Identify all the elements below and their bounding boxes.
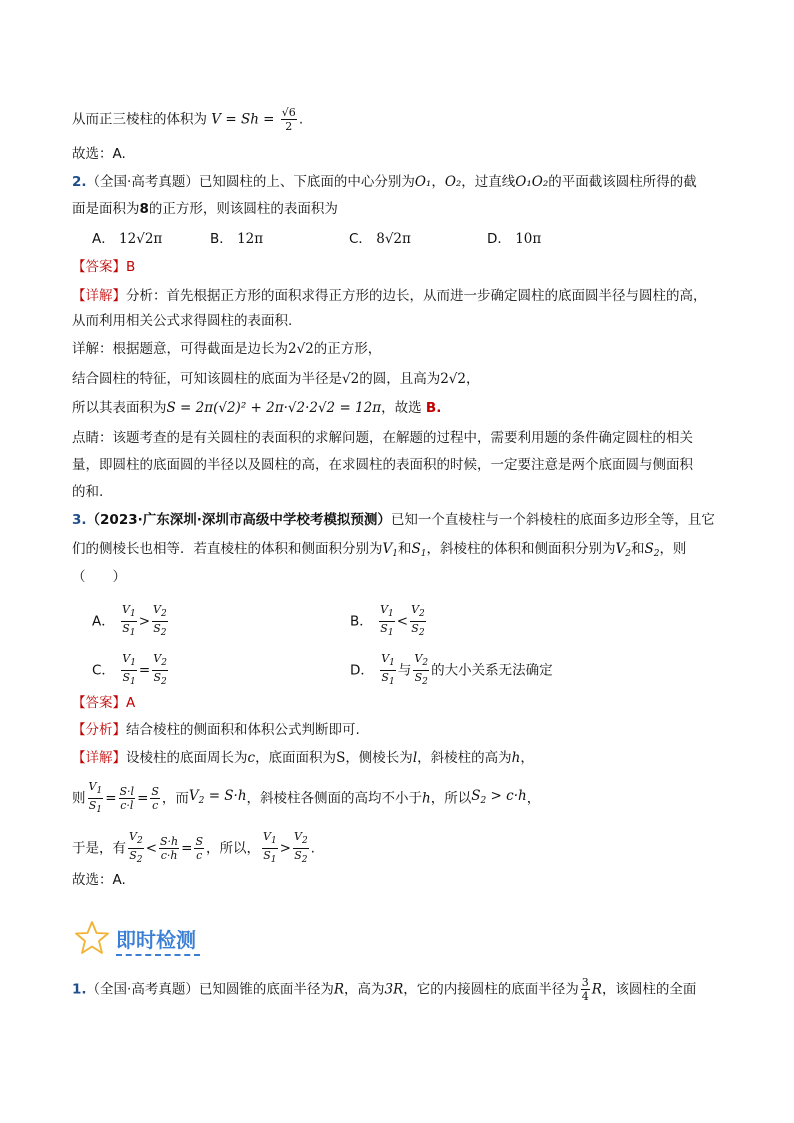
q2-o1o2: O₁O₂ (515, 174, 549, 190)
q2-option-b: B． 12π (210, 231, 264, 247)
q1-volume-fraction: $\frac{√6}{2}$ (281, 106, 296, 133)
q2-comment-line1: 点睛：该题考查的是有关圆柱的表面积的求解问题，在解题的过程中，需要利用题的条件确定圆柱的相关 (72, 430, 693, 446)
q1-volume-formula: V = Sh = (211, 111, 275, 128)
q2-detail-line3: 所以其表面积为S = 2π(√2)² + 2π·√2·2√2 = 12π，故选 B. (72, 400, 442, 416)
q2-stem-line1: 2.（全国·高考真题）已知圆柱的上、下底面的中心分别为O₁，O₂，过直线O₁O₂的平面截该圆柱所得的截 (72, 174, 697, 190)
q2-surface-formula: S = 2π(√2)² + 2π·√2·2√2 = 12π (166, 400, 382, 416)
q3-detail-line1: 【详解】设棱柱的底面周长为c，底面面积为S，侧棱长为l，斜棱柱的高为h， (72, 750, 534, 766)
q3-option-c: C． $\frac{V_1}{S_1}$ = $\frac{V_2}{S_2}$ (92, 652, 167, 687)
q3-choice: 故选：A. (72, 872, 126, 888)
q2-detail-line1: 详解：根据题意，可得截面是边长为2√2的正方形， (72, 341, 382, 357)
q3-source: （2023·广东深圳·深圳市高级中学校考模拟预测） (86, 512, 391, 528)
q2-detail-line2: 结合圆柱的特征，可知该圆柱的底面为半径是√2的圆，且高为2√2， (72, 371, 480, 387)
q3-option-b: B． $\frac{V_1}{S_1}$ < $\frac{V_2}{S_2}$ (350, 603, 425, 638)
q3-option-a: A． $\frac{V_1}{S_1}$ > $\frac{V_2}{S_2}$ (92, 603, 167, 638)
q3-analysis: 【分析】结合棱柱的侧面积和体积公式判断即可. (72, 722, 360, 738)
section-underline (116, 954, 200, 956)
q1-choice: 故选：A. (72, 146, 126, 162)
q2-option-a: A． 12√2π (92, 231, 163, 247)
next-q1-number: 1. (72, 981, 87, 998)
q3-paren: （ ） (72, 569, 126, 585)
q3-stem-line1: 3.（2023·广东深圳·深圳市高级中学校考模拟预测）已知一个直棱柱与一个斜棱柱的底面多边形全等，且它 (72, 512, 715, 528)
q2-stem-line2: 面是面积为8的正方形，则该圆柱的表面积为 (72, 201, 338, 217)
star-outline-icon (74, 920, 110, 956)
q2-o1: O₁ (414, 174, 432, 190)
q2-option-d: D． 10π (487, 231, 542, 247)
q1-volume-text: 从而正三棱柱的体积为 (72, 111, 207, 128)
q2-comment-line3: 的和. (72, 484, 104, 500)
q2-number: 2. (72, 174, 87, 190)
q2-option-c: C． 8√2π (349, 231, 411, 247)
section-title: 即时检测 (116, 928, 196, 952)
q3-option-d: D． $\frac{V_1}{S_1}$ 与 $\frac{V_2}{S_2}$ 的大小关系无法确定 (350, 652, 553, 687)
q3-detail-line2: 则 $\frac{V_1}{S_1}$ = $\frac{S\cdot l}{c\cdot l}$ = $\frac{S}{c}$ ，而$V_2 = S\cdot h$，斜棱柱各侧面的高均不小于h，所以$S_2 > c\cdot h$， (72, 780, 541, 815)
q2-o2: O₂ (444, 174, 462, 190)
q3-detail-line3: 于是，有 $\frac{V_2}{S_2}$ < $\frac{S\cdot h}{c\cdot h}$ = $\frac{S}{c}$ ，所以， $\frac{V_1}{S_1}$ > $\frac{V_2}{S_2}$ . (72, 830, 315, 865)
q2-analysis-line2: 从而利用相关公式求得圆柱的表面积. (72, 313, 293, 329)
q3-stem-line2: 们的侧棱长也相等．若直棱柱的体积和侧面积分别为$V_1$和$S_1$，斜棱柱的体积和侧面积分别为$V_2$和$S_2$，则 (72, 541, 687, 559)
q1-volume-line: 从而正三棱柱的体积为 V = Sh = $\frac{√6}{2}$ . (72, 106, 304, 133)
q2-analysis-line1: 【详解】分析：首先根据正方形的面积求得正方形的边长，从而进一步确定圆柱的底面圆半径与圆柱的高， (72, 288, 707, 304)
q3-answer: 【答案】A (72, 695, 136, 711)
q3-number: 3. (72, 512, 87, 528)
q2-comment-line2: 量，即圆柱的底面圆的半径以及圆柱的高，在求圆柱的表面积的时候，一定要注意是两个底面圆与侧面积 (72, 457, 693, 473)
q2-answer: 【答案】B (72, 259, 136, 275)
q2-area: 8 (139, 201, 149, 217)
next-q1-stem: 1.（全国·高考真题）已知圆锥的底面半径为R，高为3R，它的内接圆柱的底面半径为 $\frac{3}{4}$ R，该圆柱的全面 (72, 976, 697, 1003)
